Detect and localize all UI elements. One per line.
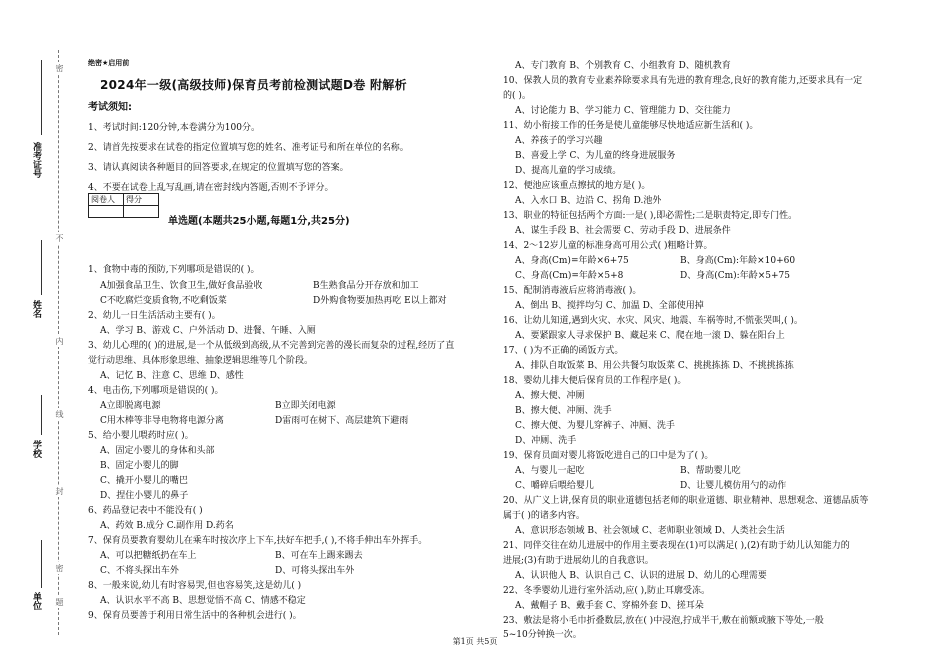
question-line: 进展;(3)有助于进展幼儿的自我意识。 (503, 556, 654, 566)
section-heading: 单选题(本题共25小题,每题1分,共25分) (168, 216, 350, 227)
unit-underline (41, 540, 42, 588)
option-line: A、排队自取饭菜 B、用公共餐匀取饭菜 C、挑挑拣拣 D、不挑挑拣拣 (515, 361, 794, 371)
option-line: A、倒出 B、搅拌均匀 C、加温 D、全部使用掉 (515, 301, 704, 311)
option-line: A、与婴儿一起吃 (515, 466, 585, 476)
question-line: 9、保育员要善于利用日常生活中的各种机会进行( )。 (88, 611, 302, 621)
binding-margin (0, 0, 75, 671)
score-table-cell[interactable] (124, 206, 159, 218)
option-line: A、要紧跟家人寻求保护 B、藏起来 C、爬在地一滚 D、躲在阳台上 (515, 331, 785, 341)
score-table (88, 193, 159, 218)
question-line: 15、配制消毒液后应将消毒液( )。 (503, 286, 642, 296)
option-line: D、提高儿童的学习成绩。 (515, 166, 622, 176)
option-line: D、可将头探出车外 (275, 566, 355, 576)
question-line: 6、药品登记表中不能没有( ) (88, 506, 203, 516)
margin-mark: 密 (55, 64, 64, 72)
label-school: 学校 (31, 440, 41, 458)
option-line: C不吃腐烂变质食物,不吃剩饭菜 (100, 296, 227, 306)
option-line: A、讨论能力 B、学习能力 C、管理能力 D、交往能力 (515, 106, 731, 116)
question-line: 18、婴幼儿排大便后保育员的工作程序是( )。 (503, 376, 687, 386)
question-line: 4、电击伤,下列哪项是错误的( )。 (88, 386, 224, 396)
question-line: 3、幼儿心理的( )的进展,是一个从低级到高级,从不完善到完善的漫长而复杂的过程,经历了直 (88, 341, 455, 351)
option-line: C、身高(Cm)=年龄×5+8 (515, 271, 624, 281)
margin-mark: 题 (55, 598, 64, 606)
option-line: C用木棒等非导电物将电源分离 (100, 416, 224, 426)
secret-tag: 绝密★启用前 (88, 59, 130, 67)
question-line: 19、保育员面对婴儿将饭吃进自己的口中是为了( )。 (503, 451, 714, 461)
question-line: 16、让幼儿知道,遇到火灾、水灾、风灾、地震、车祸等时,不慌张哭叫,( )。 (503, 316, 803, 326)
notice-item: 3、请认真阅读各种题目的回答要求,在规定的位置填写您的答案。 (88, 163, 349, 173)
label-name: 姓名 (31, 300, 41, 318)
question-line: 8、一般来说,幼儿有时容易哭,但也容易笑,这是幼儿( ) (88, 581, 302, 591)
question-line: 10、保教人员的教育专业素养除要求具有先进的教育理念,良好的教育能力,还要求具有一定 (503, 76, 863, 86)
question-line: 17、( )为不正确的函饭方式。 (503, 346, 624, 356)
page-footer: 第1页 共5页 (452, 637, 498, 646)
margin-mark: 线 (55, 410, 64, 418)
option-line: D、捏住小婴儿的鼻子 (100, 491, 189, 501)
option-line: D、冲厕、洗手 (515, 436, 577, 446)
notice-heading: 考试须知: (88, 102, 132, 113)
question-line: 13、职业的特征包括两个方面:一是( ),即必需性;二是职责特定,即专门性。 (503, 211, 798, 221)
option-line: B、擦大便、冲厕、洗手 (515, 406, 612, 416)
option-line: A、认识水平不高 B、思想觉悟不高 C、情感不稳定 (100, 596, 306, 606)
option-line: B生熟食品分开存放和加工 (313, 281, 419, 291)
option-line: A、专门教育 B、个别教育 C、小组教育 D、随机教育 (515, 61, 731, 71)
option-line: A加强食品卫生、饮食卫生,做好食品验收 (100, 281, 263, 291)
option-line: A、身高(Cm)=年龄×6+75 (515, 256, 629, 266)
option-line: A、固定小婴儿的身体和头部 (100, 446, 215, 456)
option-line: B、固定小婴儿的脚 (100, 461, 179, 471)
label-zkzh: 准考证号 (31, 142, 41, 178)
option-line: A、入水口 B、边沿 C、拐角 D.池外 (515, 196, 662, 206)
question-line: 5~10分钟换一次。 (503, 630, 582, 640)
margin-mark: 内 (55, 337, 64, 345)
question-line: 11、幼小衔接工作的任务是使儿童能够尽快地适应新生活和( )。 (503, 121, 759, 131)
option-line: A、可以把糖纸扔在车上 (100, 551, 197, 561)
question-line: 的( )。 (503, 91, 531, 101)
option-line: B立即关闭电源 (275, 401, 336, 411)
margin-mark: 封 (55, 487, 64, 495)
option-line: A、记忆 B、注意 C、思维 D、感性 (100, 371, 244, 381)
option-line: D雷雨可在树下、高层建筑下避雨 (275, 416, 409, 426)
option-line: D、让婴儿模仿用勺的动作 (680, 481, 787, 491)
option-line: B、帮助婴儿吃 (680, 466, 741, 476)
label-unit: 单位 (31, 592, 41, 610)
option-line: A、谋生手段 B、社会需要 C、劳动手段 D、进展条件 (515, 226, 731, 236)
exam-title: 2024年一级(高级技师)保育员考前检测试题D卷 附解析 (100, 78, 407, 92)
option-line: A、戴帽子 B、戴手套 C、穿棉外套 D、搓耳朵 (515, 601, 704, 611)
question-line: 觉行动思维、具体形象思维、抽象逻辑思维等几个阶段。 (88, 356, 314, 366)
option-line: C、嚼碎后喂给婴儿 (515, 481, 594, 491)
option-line: C、擦大便、为婴儿穿裤子、冲厕、洗手 (515, 421, 675, 431)
question-line: 1、食物中毒的预防,下列哪项是错误的( )。 (88, 265, 260, 275)
question-line: 23、敷法是将小毛巾折叠数层,放在( )中浸泡,拧成半干,敷在前额或腋下等处,一般 (503, 616, 824, 626)
option-line: B、身高(Cm):年龄×10+60 (680, 256, 796, 266)
option-line: D、身高(Cm):年龄×5+75 (680, 271, 790, 281)
question-line: 21、同伴交往在幼儿进展中的作用主要表现在(1)可以满足( ),(2)有助于幼儿认知能力的 (503, 541, 850, 551)
option-line: C、不将头探出车外 (100, 566, 179, 576)
option-line: A立即脱离电源 (100, 401, 161, 411)
score-table-grader: 阅卷人 (89, 194, 124, 206)
option-line: A、药效 B.成分 C.副作用 D.药名 (100, 521, 234, 531)
margin-mark: 密 (55, 564, 64, 572)
option-line: A、学习 B、游戏 C、户外活动 D、进餐、午睡、入厕 (100, 326, 316, 336)
score-table-cell[interactable] (89, 206, 124, 218)
question-line: 12、便池应该重点擦拭的地方是( )。 (503, 181, 651, 191)
notice-item: 4、不要在试卷上乱写乱画,请在密封线内答题,否则不予评分。 (88, 183, 334, 193)
score-table-score: 得分 (124, 194, 159, 206)
option-line: A、意识形态领域 B、社会领域 C、老师职业领域 D、人类社会生活 (515, 526, 785, 536)
option-line: B、可在车上踢来踢去 (275, 551, 363, 561)
question-line: 22、冬季婴幼儿进行室外活动,应( ),防止耳廓受冻。 (503, 586, 711, 596)
question-line: 5、给小婴儿喂药时应( )。 (88, 431, 194, 441)
option-line: A、认识他人 B、认识自己 C、认识的进展 D、幼儿的心理需要 (515, 571, 767, 581)
option-line: B、喜爱上学 C、为儿童的终身进展服务 (515, 151, 676, 161)
school-underline (41, 395, 42, 435)
margin-mark: 不 (55, 234, 64, 242)
question-line: 20、从广义上讲,保育员的职业道德包括老师的职业道德、职业精神、思想观念、道德品质等 (503, 496, 869, 506)
question-line: 属于( )的诸多内容。 (503, 511, 585, 521)
option-line: A、养孩子的学习兴趣 (515, 136, 603, 146)
option-line: C、撬开小婴儿的嘴巴 (100, 476, 188, 486)
option-line: D外购食物要加热再吃 E以上都对 (313, 296, 447, 306)
question-line: 7、保育员要教育婴幼儿在乘车时按次序上下车,扶好车把手,( ),不将手伸出车外挥手。 (88, 536, 428, 546)
notice-item: 1、考试时间:120分钟,本卷满分为100分。 (88, 123, 260, 133)
notice-item: 2、请首先按要求在试卷的指定位置填写您的姓名、准考证号和所在单位的名称。 (88, 143, 409, 153)
option-line: A、擦大便、冲厕 (515, 391, 585, 401)
question-line: 2、幼儿一日生活活动主要有( )。 (88, 311, 221, 321)
question-line: 14、2～12岁儿童的标准身高可用公式( )粗略计算。 (503, 241, 713, 251)
name-underline (41, 240, 42, 295)
zkzh-underline (41, 60, 42, 135)
